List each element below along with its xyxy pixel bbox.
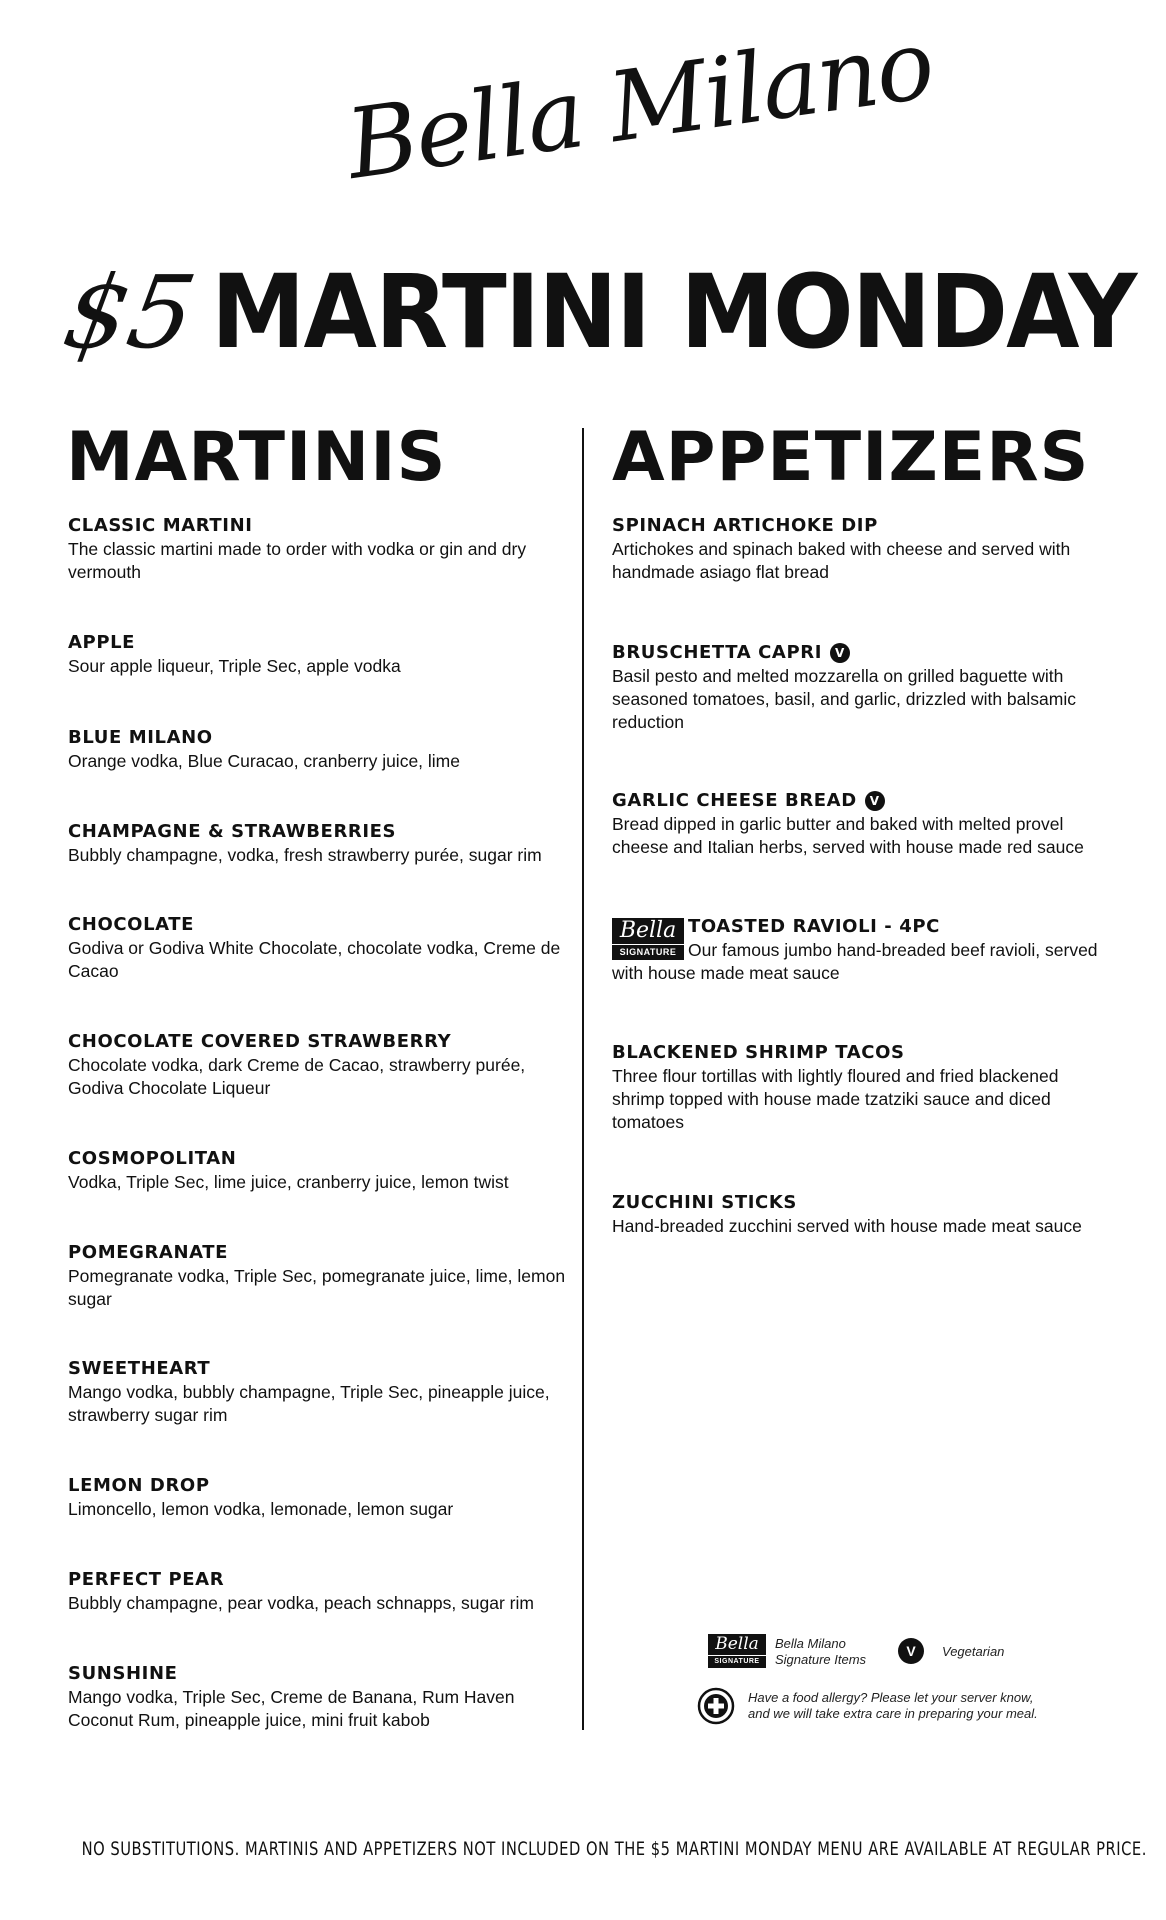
martini-name: LEMON DROP [68,1475,210,1496]
appetizer-name [612,642,1102,664]
appetizer-desc: Hand-breaded zucchini served with house made meat sauce [612,1216,1082,1236]
title-price: $5 [55,253,204,371]
martini-desc: Orange vodka, Blue Curacao, cranberry juice, lime [68,751,460,771]
martini-name: CHOCOLATE COVERED STRAWBERRY [68,1031,452,1052]
appetizer-name-text: GARLIC CHEESE BREAD [612,790,857,811]
appetizer-name: ZUCCHINI STICKS [612,1192,797,1213]
martini-name: PERFECT PEAR [68,1569,225,1590]
martini-item [68,515,568,584]
legend-signature-line2: Signature Items [775,1652,867,1667]
signature-icon [612,918,684,960]
allergy-icon [697,1687,735,1725]
appetizer-item [612,1042,1102,1134]
martini-name: APPLE [68,632,136,653]
signature-label: SIGNATURE [612,944,684,959]
martini-name: CHOCOLATE [68,914,195,935]
appetizer-name: BLACKENED SHRIMP TACOS [612,1042,905,1063]
martini-item [68,1475,568,1521]
martini-desc: Chocolate vodka, dark Creme de Cacao, strawberry purée, Godiva Chocolate Liqueur [68,1055,526,1098]
appetizer-item [612,790,1102,859]
martini-desc: Godiva or Godiva White Chocolate, chocolate vodka, Creme de Cacao [68,938,561,981]
bella-milano-logo [340,8,939,240]
appetizer-desc: Basil pesto and melted mozzarella on grilled baguette with seasoned tomatoes, basil, and garlic, drizzled with balsamic reduction [612,666,1076,732]
martini-item [68,914,568,983]
appetizer-desc: Artichokes and spinach baked with cheese and served with handmade asiago flat bread [612,539,1071,582]
appetizer-name: SPINACH ARTICHOKE DIP [612,515,878,536]
title-text: MARTINI MONDAY [211,252,1136,372]
page-title [55,252,1166,372]
martini-item [68,1242,568,1311]
legend-vegetarian-label: Vegetarian [942,1644,1005,1659]
footer-note: NO SUBSTITUTIONS. MARTINIS AND APPETIZERS NOT INCLUDED ON THE $5 MARTINI MONDAY MENU ARE AVAILABLE AT REGULAR PRICE. [81,1838,1147,1860]
martini-item [68,1031,568,1100]
martini-desc: Limoncello, lemon vodka, lemonade, lemon sugar [68,1499,454,1519]
martini-name: CLASSIC MARTINI [68,515,253,536]
martini-desc: Bubbly champagne, vodka, fresh strawberry purée, sugar rim [68,845,542,865]
appetizer-item [612,642,1102,734]
legend-signature-text [775,1636,866,1668]
martini-name: CHAMPAGNE & STRAWBERRIES [68,821,397,842]
martini-item [68,821,578,867]
legend-signature-line1: Bella Milano [775,1636,846,1651]
vegetarian-icon: V [865,791,885,811]
martini-desc: The classic martini made to order with vodka or gin and dry vermouth [68,539,527,582]
martini-desc: Pomegranate vodka, Triple Sec, pomegranate juice, lime, lemon sugar [68,1266,566,1309]
appetizer-name: TOASTED RAVIOLI - 4PC [688,916,940,937]
martini-item [68,1569,568,1615]
martini-desc: Sour apple liqueur, Triple Sec, apple vodka [68,656,401,676]
martini-desc: Mango vodka, bubbly champagne, Triple Sec, pineapple juice, strawberry sugar rim [68,1382,550,1425]
martini-item [68,632,568,678]
legend-signature-label: SIGNATURE [708,1655,766,1667]
martini-item [68,1358,568,1427]
appetizer-desc: Our famous jumbo hand-breaded beef ravioli, served with house made meat sauce [612,940,1098,983]
column-divider [582,428,584,1730]
martini-desc: Mango vodka, Triple Sec, Creme de Banana, Rum Haven Coconut Rum, pineapple juice, mini fruit kabob [68,1687,515,1730]
appetizer-name-text: BRUSCHETTA CAPRI [612,642,822,663]
appetizers-heading: APPETIZERS [612,418,1090,497]
appetizer-name [612,790,1102,812]
signature-script: Bella [619,918,677,943]
martini-name: SUNSHINE [68,1663,178,1684]
martini-item [68,1148,568,1194]
martini-name: SWEETHEART [68,1358,211,1379]
appetizer-item [612,1192,1112,1238]
martini-desc: Bubbly champagne, pear vodka, peach schnapps, sugar rim [68,1593,534,1613]
allergy-note [748,1690,1038,1722]
appetizer-desc: Bread dipped in garlic butter and baked with melted provel cheese and Italian herbs, served with house made red sauce [612,814,1084,857]
martini-item [68,1663,568,1732]
logo-script: Bella Milano [340,8,939,201]
martini-desc: Vodka, Triple Sec, lime juice, cranberry juice, lemon twist [68,1172,509,1192]
vegetarian-icon: V [830,643,850,663]
martini-name: POMEGRANATE [68,1242,229,1263]
legend-signature-icon [708,1634,766,1668]
martini-name: COSMOPOLITAN [68,1148,237,1169]
appetizer-item [612,916,1102,986]
martini-name: BLUE MILANO [68,727,213,748]
martini-item [68,727,568,773]
appetizer-desc: Three flour tortillas with lightly floured and fried blackened shrimp topped with house made tzatziki sauce and diced tomatoes [612,1066,1059,1132]
legend-signature-script: Bella [715,1634,759,1654]
appetizer-item [612,515,1102,584]
allergy-line2: and we will take extra care in preparing your meal. [748,1706,1038,1721]
allergy-line1: Have a food allergy? Please let your server know, [748,1690,1034,1705]
martinis-heading: MARTINIS [66,418,447,497]
legend-vegetarian-icon: V [898,1638,924,1664]
